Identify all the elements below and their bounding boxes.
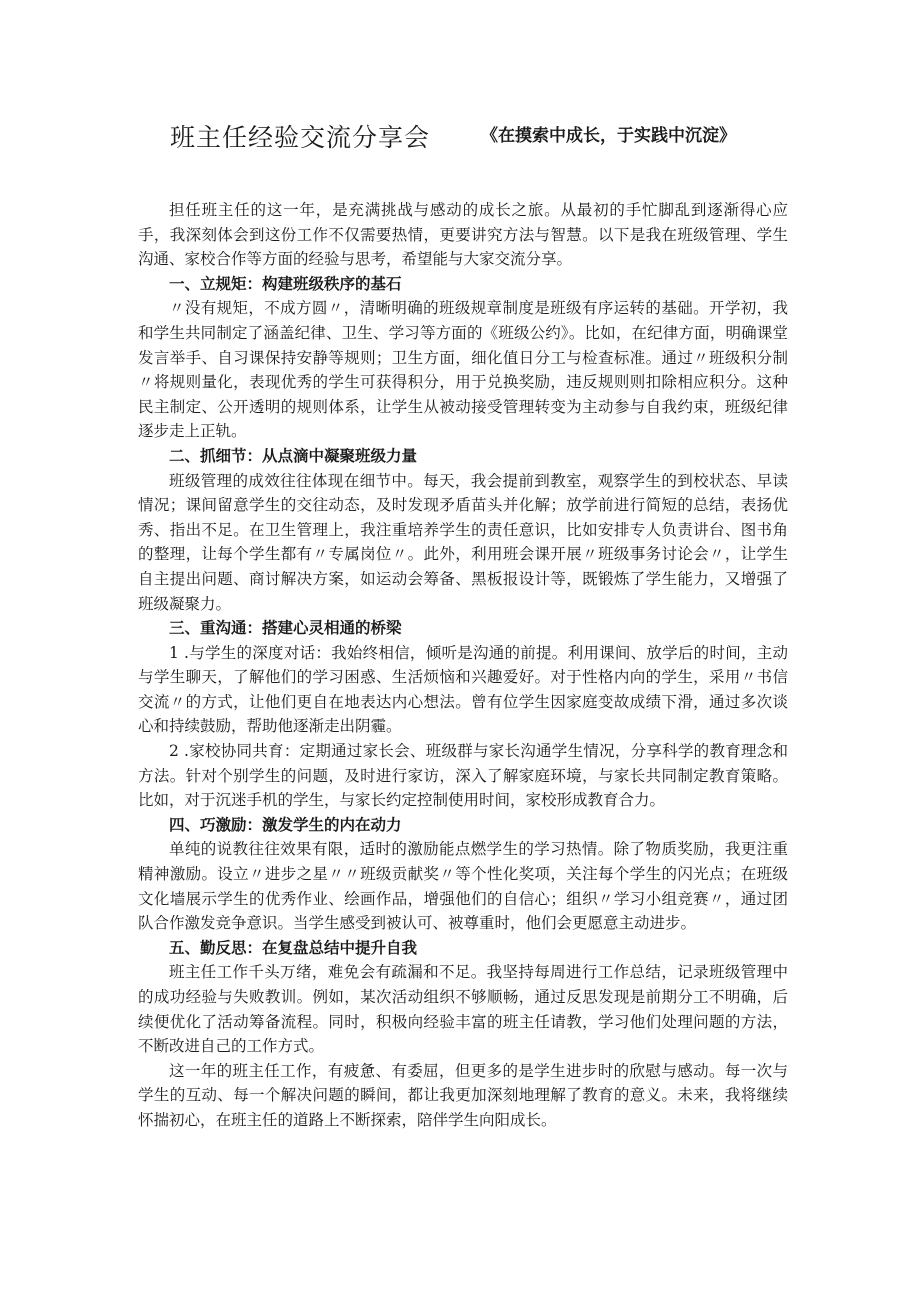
section-paragraph: 1 .与学生的深度对话：我始终相信，倾听是沟通的前提。利用课间、放学后的时间，主动与学生聊天，了解他们的学习困惑、生活烦恼和兴趣爱好。对于性格内向的学生，采用〃书信交流〃的方式，让他们更自在地表达内心想法。曾有位学生因家庭变故成绩下滑，通过多次谈心和持续鼓励，帮助他逐渐走出阴霾。 <box>138 643 788 736</box>
intro-paragraph: 担任班主任的这一年，是充满挑战与感动的成长之旅。从最初的手忙脚乱到逐渐得心应手，我深刻体会到这份工作不仅需要热情，更要讲究方法与智慧。以下是我在班级管理、学生沟通、家校合作等方面的经验与思考，希望能与大家交流分享。 <box>138 201 788 269</box>
document-body <box>138 198 788 1133</box>
conclusion-paragraph: 这一年的班主任工作，有疲惫、有委屈，但更多的是学生进步时的欣慰与感动。每一次与学生的互动、每一个解决问题的瞬间，都让我更加深刻地理解了教育的意义。未来，我将继续怀揣初心，在班主任的道路上不断探索，陪伴学生向阳成长。 <box>138 1061 788 1129</box>
section-heading: 五、勤反思：在复盘总结中提升自我 <box>169 938 418 957</box>
section-paragraph: 班级管理的成效往往体现在细节中。每天，我会提前到教室，观察学生的到校状态、早读情况；课间留意学生的交往动态，及时发现矛盾苗头并化解；放学前进行简短的总结，表扬优秀、指出不足。在卫生管理上，我注重培养学生的责任意识，比如安排专人负责讲台、图书角的整理，让每个学生都有〃专属岗位〃。此外，利用班会课开展〃班级事务讨论会〃，让学生自主提出问题、商讨解决方案，如运动会筹备、黑板报设计等，既锻炼了学生能力，又增强了班级凝聚力。 <box>138 471 788 613</box>
section-paragraph: 〃没有规矩，不成方圆〃，清晰明确的班级规章制度是班级有序运转的基础。开学初，我和学生共同制定了涵盖纪律、卫生、学习等方面的《班级公约》。比如，在纪律方面，明确课堂发言举手、自习课保持安静等规则；卫生方面，细化值日分工与检查标准。通过〃班级积分制〃将规则量化，表现优秀的学生可获得积分，用于兑换奖励，违反规则则扣除相应积分。这种民主制定、公开透明的规则体系，让学生从被动接受管理转变为主动参与自我约束，班级纪律逐步走上正轨。 <box>138 299 788 441</box>
page-title: 班主任经验交流分享会 <box>170 123 431 152</box>
section-paragraph: 2 .家校协同共育：定期通过家长会、班级群与家长沟通学生情况，分享科学的教育理念和方法。针对个别学生的问题，及时进行家访，深入了解家庭环境，与家长共同制定教育策略。比如，对于沉迷手机的学生，与家长约定控制使用时间，家校形成教育合力。 <box>138 742 788 810</box>
section-heading: 三、重沟通：搭建心灵相通的桥梁 <box>169 619 402 638</box>
section-heading: 一、立规矩：构建班级秩序的基石 <box>169 274 402 293</box>
section-heading: 二、抓细节：从点滴中凝聚班级力量 <box>169 446 418 465</box>
section-paragraph: 班主任工作千头万绪，难免会有疏漏和不足。我坚持每周进行工作总结，记录班级管理中的成功经验与失败教训。例如，某次活动组织不够顺畅，通过反思发现是前期分工不明确，后续便优化了活动筹备流程。同时，积极向经验丰富的班主任请教，学习他们处理问题的方法，不断改进自己的工作方式。 <box>138 963 788 1056</box>
page-subtitle: 《在摸索中成长，于实践中沉淀》 <box>481 126 736 146</box>
section-heading: 四、巧激励：激发学生的内在动力 <box>169 815 402 834</box>
section-paragraph: 单纯的说教往往效果有限，适时的激励能点燃学生的学习热情。除了物质奖励，我更注重精神激励。设立〃进步之星〃〃班级贡献奖〃等个性化奖项，关注每个学生的闪光点；在班级文化墙展示学生的优秀作业、绘画作品，增强他们的自信心；组织〃学习小组竞赛〃，通过团队合作激发竞争意识。当学生感受到被认可、被尊重时，他们会更愿意主动进步。 <box>138 840 788 933</box>
title-row <box>170 120 790 160</box>
